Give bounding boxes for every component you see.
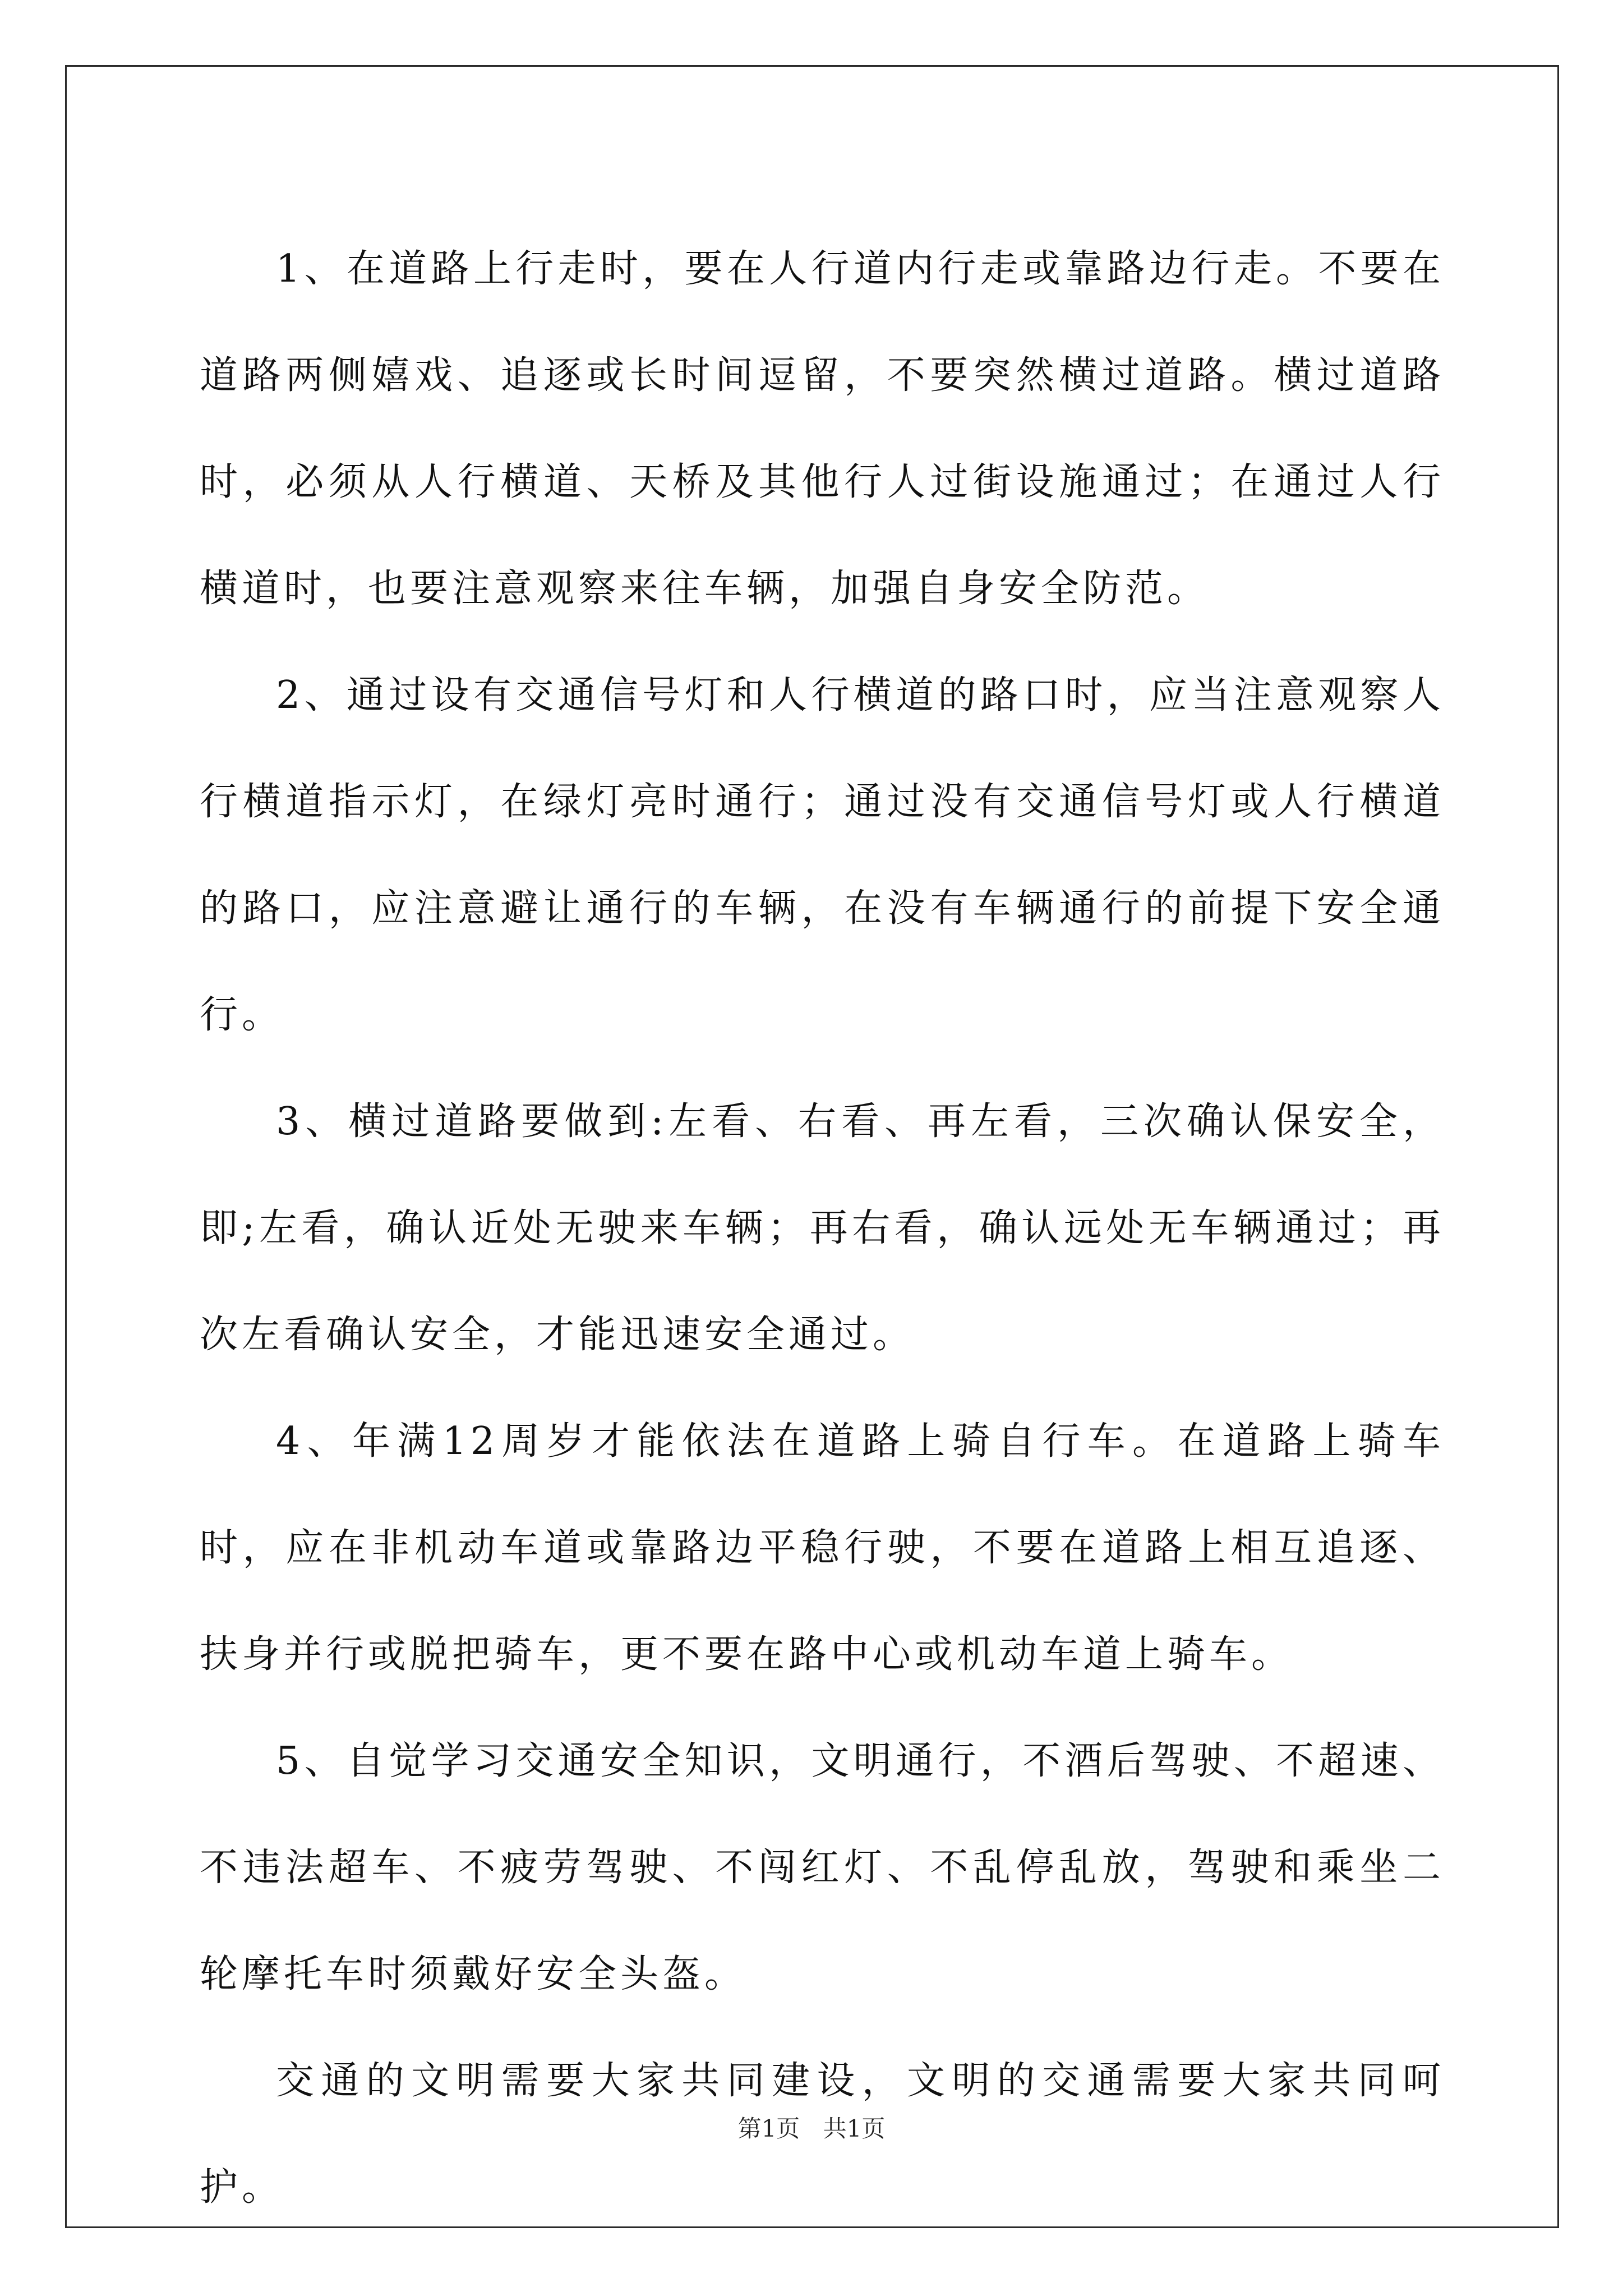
- document-body: [200, 216, 1445, 2241]
- page-footer: [0, 2112, 1623, 2146]
- closing-paragraph: 交通的文明需要大家共同建设，文明的交通需要大家共同呵护。: [200, 2059, 1445, 2210]
- page-total: 共1页: [823, 2115, 886, 2142]
- paragraph-4: 4、年满12周岁才能依法在道路上骑自行车。在道路上骑车时，应在非机动车道或靠路边平稳行驶，不要在道路上相互追逐、扶身并行或脱把骑车，更不要在路中心或机动车道上骑车。: [200, 1419, 1445, 1677]
- paragraph-2: 2、通过设有交通信号灯和人行横道的路口时，应当注意观察人行横道指示灯，在绿灯亮时通行；通过没有交通信号灯或人行横道的路口，应注意避让通行的车辆，在没有车辆通行的前提下安全通行。: [200, 673, 1445, 1037]
- paragraph-5: 5、自觉学习交通安全知识，文明通行，不酒后驾驶、不超速、不违法超车、不疲劳驾驶、不闯红灯、不乱停乱放，驾驶和乘坐二轮摩托车时须戴好安全头盔。: [200, 1739, 1445, 1996]
- paragraph-3: 3、横过道路要做到:左看、右看、再左看，三次确认保安全，即;左看，确认近处无驶来车辆；再右看，确认远处无车辆通过；再次左看确认安全，才能迅速安全通过。: [200, 1099, 1445, 1357]
- paragraph-1: 1、在道路上行走时，要在人行道内行走或靠路边行走。不要在道路两侧嬉戏、追逐或长时间逗留，不要突然横过道路。横过道路时，必须从人行横道、天桥及其他行人过街设施通过；在通过人行横道时，也要注意观察来往车辆，加强自身安全防范。: [200, 247, 1445, 611]
- page-number: 第1页: [737, 2115, 800, 2142]
